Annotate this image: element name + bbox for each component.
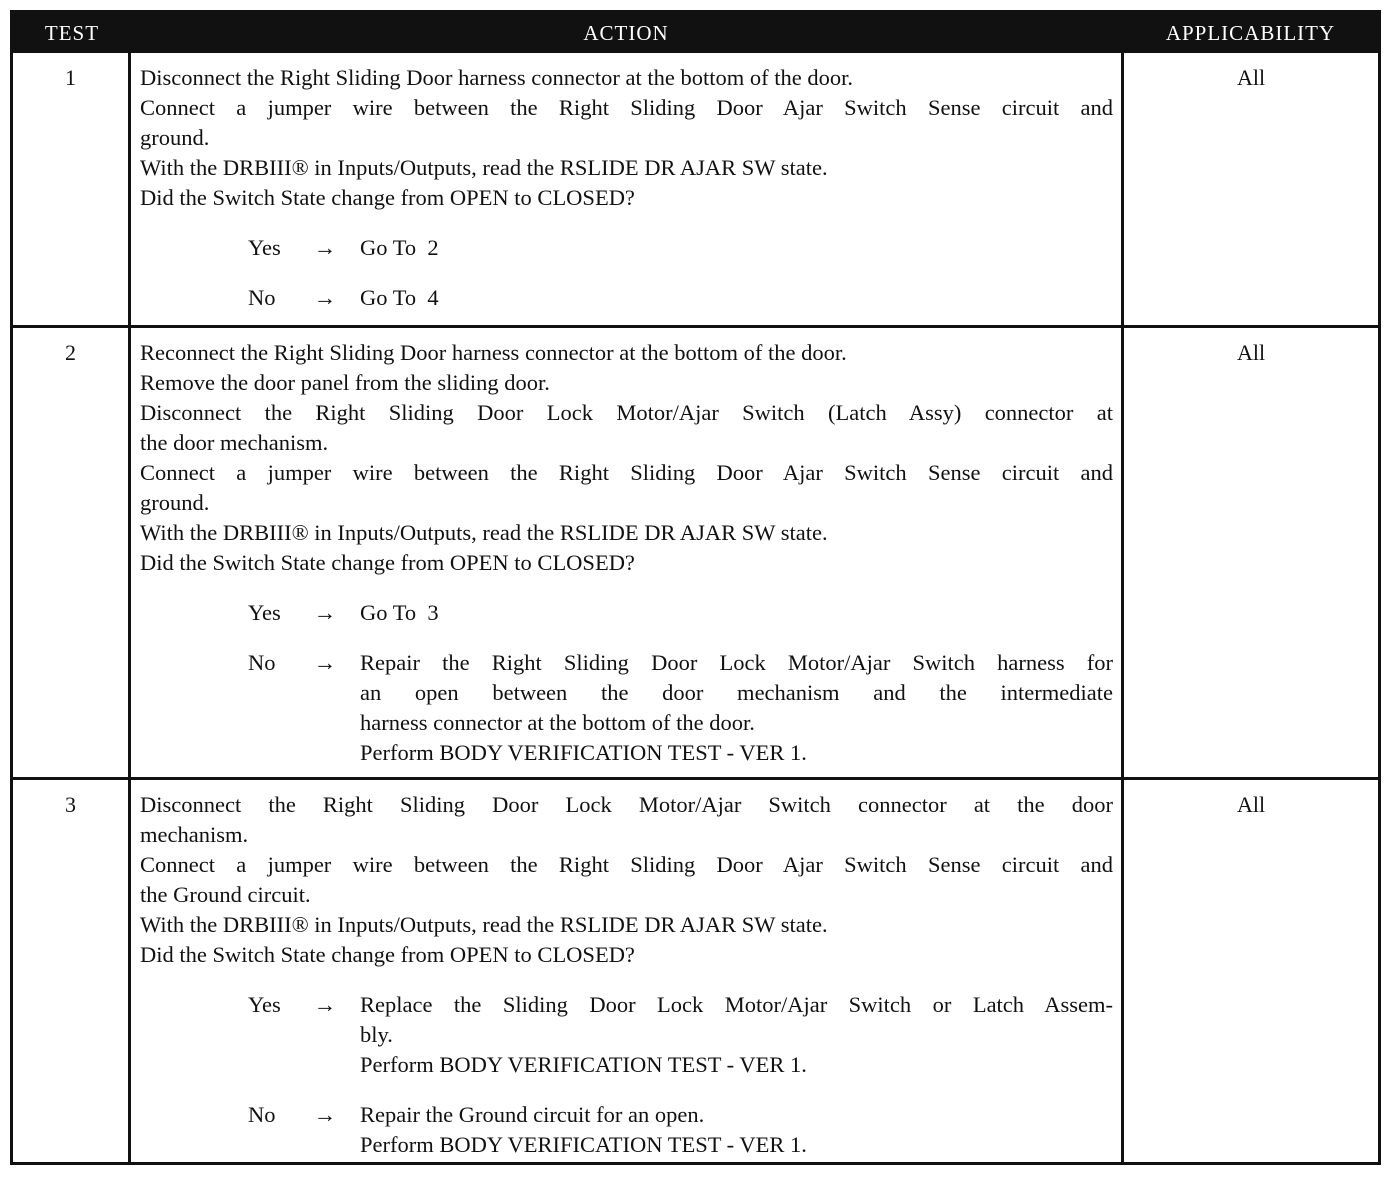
branch-result bbox=[360, 648, 1113, 768]
applicability-cell: All bbox=[1121, 780, 1378, 1162]
action-line: the Ground circuit. bbox=[140, 882, 311, 907]
action-line: Did the Switch State change from OPEN to CLOSED? bbox=[140, 550, 635, 575]
action-line: With the DRBIII® in Inputs/Outputs, read the RSLIDE DR AJAR SW state. bbox=[140, 520, 828, 545]
action-line: Did the Switch State change from OPEN to CLOSED? bbox=[140, 942, 635, 967]
diagnostic-table bbox=[10, 10, 1381, 1165]
branch-label: Yes bbox=[248, 992, 281, 1017]
action-line: Remove the door panel from the sliding door. bbox=[140, 370, 550, 395]
action-cell bbox=[131, 53, 1123, 325]
branch-yes bbox=[248, 598, 1113, 628]
action-line: With the DRBIII® in Inputs/Outputs, read the RSLIDE DR AJAR SW state. bbox=[140, 912, 828, 937]
result-line: Perform BODY VERIFICATION TEST - VER 1. bbox=[360, 1132, 807, 1157]
test-number: 1 bbox=[13, 53, 131, 325]
action-line: Disconnect the Right Sliding Door Lock Motor/Ajar Switch connector at the door bbox=[140, 792, 1113, 817]
branch-result bbox=[360, 283, 1113, 313]
branch-label: No bbox=[248, 285, 276, 310]
test-number: 2 bbox=[13, 328, 131, 777]
result-line: Repair the Ground circuit for an open. bbox=[360, 1102, 705, 1127]
arrow-icon: → bbox=[313, 650, 337, 675]
branch-no bbox=[248, 283, 1113, 313]
arrow-icon: → bbox=[313, 235, 337, 260]
branch-label: Yes bbox=[248, 600, 281, 625]
action-line: Disconnect the Right Sliding Door harness connector at the bottom of the door. bbox=[140, 65, 853, 90]
action-cell bbox=[131, 328, 1123, 777]
result-line: an open between the door mechanism and the intermediate bbox=[360, 680, 1113, 705]
action-line: Connect a jumper wire between the Right Sliding Door Ajar Switch Sense circuit and bbox=[140, 95, 1113, 120]
branch-no bbox=[248, 648, 1113, 768]
arrow-icon: → bbox=[313, 600, 337, 625]
action-line: ground. bbox=[140, 490, 210, 515]
action-line: mechanism. bbox=[140, 822, 249, 847]
branch-label: No bbox=[248, 1102, 276, 1127]
header-action: ACTION bbox=[583, 21, 669, 45]
branch-no bbox=[248, 1100, 1113, 1160]
result-line: harness connector at the bottom of the door. bbox=[360, 710, 755, 735]
arrow-icon: → bbox=[313, 1102, 337, 1127]
branch-yes bbox=[248, 233, 1113, 263]
branch-label: No bbox=[248, 650, 276, 675]
branch-result bbox=[360, 1100, 1113, 1160]
applicability-cell: All bbox=[1121, 328, 1378, 777]
branch-label: Yes bbox=[248, 235, 281, 260]
action-line: the door mechanism. bbox=[140, 430, 329, 455]
result-line: Go To 3 bbox=[360, 600, 439, 625]
action-line: Disconnect the Right Sliding Door Lock Motor/Ajar Switch (Latch Assy) connector at bbox=[140, 400, 1113, 425]
branch-yes bbox=[248, 990, 1113, 1080]
result-line: Repair the Right Sliding Door Lock Motor/Ajar Switch harness for bbox=[360, 650, 1113, 675]
action-line: Connect a jumper wire between the Right Sliding Door Ajar Switch Sense circuit and bbox=[140, 852, 1113, 877]
action-cell bbox=[131, 780, 1123, 1162]
applicability-cell: All bbox=[1121, 53, 1378, 325]
header-applicability: APPLICABILITY bbox=[1165, 21, 1336, 45]
action-line: ground. bbox=[140, 125, 210, 150]
result-line: Go To 2 bbox=[360, 235, 439, 260]
header-test: TEST bbox=[44, 21, 100, 45]
action-line: Did the Switch State change from OPEN to CLOSED? bbox=[140, 185, 635, 210]
branch-result bbox=[360, 233, 1113, 263]
branch-result bbox=[360, 598, 1113, 628]
table-header bbox=[13, 13, 1378, 53]
result-line: bly. bbox=[360, 1022, 393, 1047]
table-row bbox=[13, 325, 1378, 777]
arrow-icon: → bbox=[313, 285, 337, 310]
test-number: 3 bbox=[13, 780, 131, 1162]
result-line: Perform BODY VERIFICATION TEST - VER 1. bbox=[360, 740, 807, 765]
table-row bbox=[13, 777, 1378, 1162]
table-row bbox=[13, 53, 1378, 325]
result-line: Go To 4 bbox=[360, 285, 439, 310]
arrow-icon: → bbox=[313, 992, 337, 1017]
branch-result bbox=[360, 990, 1113, 1080]
action-line: Connect a jumper wire between the Right Sliding Door Ajar Switch Sense circuit and bbox=[140, 460, 1113, 485]
action-line: With the DRBIII® in Inputs/Outputs, read the RSLIDE DR AJAR SW state. bbox=[140, 155, 828, 180]
action-line: Reconnect the Right Sliding Door harness connector at the bottom of the door. bbox=[140, 340, 847, 365]
result-line: Perform BODY VERIFICATION TEST - VER 1. bbox=[360, 1052, 807, 1077]
result-line: Replace the Sliding Door Lock Motor/Ajar Switch or Latch Assem- bbox=[360, 992, 1113, 1017]
